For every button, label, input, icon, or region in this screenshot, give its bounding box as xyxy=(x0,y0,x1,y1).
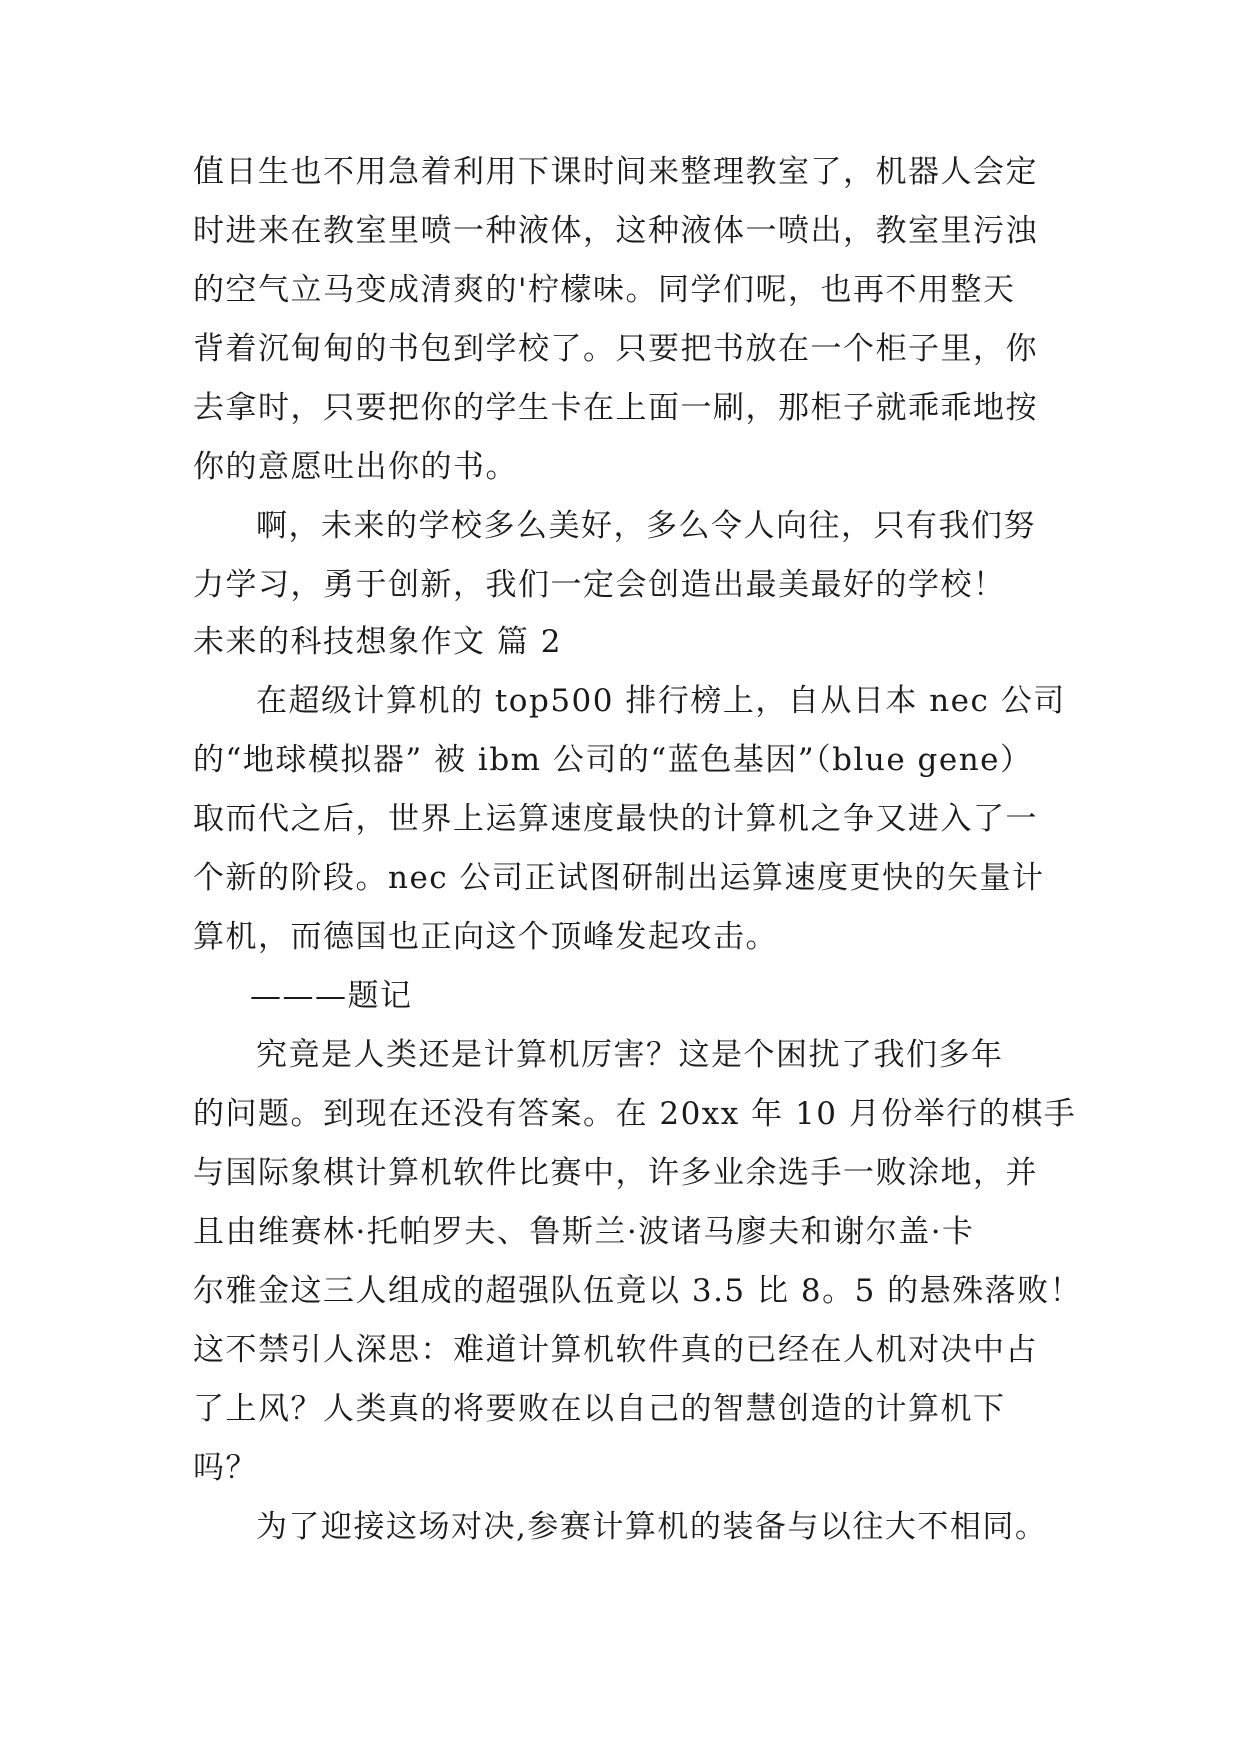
text-line-18: 与国际象棋计算机软件比赛中，许多业余选手一败涂地，并 xyxy=(193,1155,1038,1191)
text-line-24: 为了迎接这场对决,参赛计算机的装备与以往大不相同。 xyxy=(256,1509,1048,1545)
text-line-19: 且由维赛林·托帕罗夫、鲁斯兰·波诸马廖夫和谢尔盖·卡 xyxy=(193,1214,975,1250)
text-line-2: 时进来在教室里喷一种液体，这种液体一喷出，教室里污浊 xyxy=(193,213,1038,249)
text-line-3: 的空气立马变成清爽的'柠檬味。同学们呢，也再不用整天 xyxy=(193,272,1016,308)
text-line-8: 力学习，勇于创新，我们一定会创造出最美最好的学校！ xyxy=(193,567,1006,603)
text-line-13: 个新的阶段。nec 公司正试图研制出运算速度更快的矢量计 xyxy=(193,860,1045,896)
text-line-23: 吗？ xyxy=(193,1450,258,1486)
text-line-1: 值日生也不用急着利用下课时间来整理教室了，机器人会定 xyxy=(193,154,1038,190)
text-line-6: 你的意愿吐出你的书。 xyxy=(193,449,518,485)
text-line-17: 的问题。到现在还没有答案。在 20xx 年 10 月份举行的棋手 xyxy=(193,1096,1077,1132)
section-heading: 未来的科技想象作文 篇 2 xyxy=(193,624,562,660)
text-line-14: 算机，而德国也正向这个顶峰发起攻击。 xyxy=(193,919,778,955)
text-line-16: 究竟是人类还是计算机厉害？这是个困扰了我们多年 xyxy=(256,1037,1004,1073)
text-line-5: 去拿时，只要把你的学生卡在上面一刷，那柜子就乖乖地按 xyxy=(193,390,1038,426)
text-line-12: 取而代之后，世界上运算速度最快的计算机之争又进入了一 xyxy=(193,801,1038,837)
text-line-10: 在超级计算机的 top500 排行榜上，自从日本 nec 公司 xyxy=(256,683,1066,719)
epigraph-attribution: ———题记 xyxy=(250,978,413,1014)
text-line-4: 背着沉甸甸的书包到学校了。只要把书放在一个柜子里，你 xyxy=(193,331,1038,367)
text-line-20: 尔雅金这三人组成的超强队伍竟以 3.5 比 8。5 的悬殊落败！ xyxy=(193,1273,1083,1309)
text-line-7: 啊，未来的学校多么美好，多么令人向往，只有我们努 xyxy=(256,508,1036,544)
text-line-22: 了上风？人类真的将要败在以自己的智慧创造的计算机下 xyxy=(193,1391,1006,1427)
text-line-11: 的“地球模拟器” 被 ibm 公司的“蓝色基因”（blue gene） xyxy=(193,742,1033,778)
text-line-21: 这不禁引人深思：难道计算机软件真的已经在人机对决中占 xyxy=(193,1332,1038,1368)
